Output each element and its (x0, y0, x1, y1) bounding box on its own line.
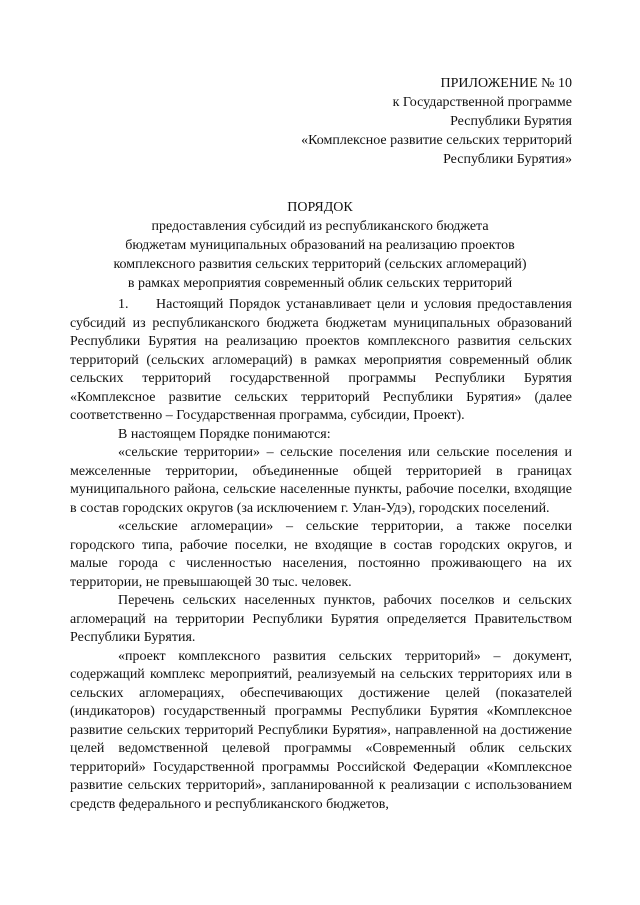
title-line-1: предоставления субсидий из республиканского бюджета (151, 219, 489, 234)
title-line-2: бюджетам муниципальных образований на реализацию проектов (125, 238, 515, 253)
paragraph-3: «сельские территории» – сельские поселения или сельские поселения и межселенные территории, объединенные общей территорией в границах муниципального района, сельские населенные пункты, рабочие поселки, входящие в состав городских округов (за исключением г. Улан-Удэ), городских поселений. (70, 445, 572, 516)
appendix-number: ПРИЛОЖЕНИЕ № 10 (440, 76, 572, 91)
title-heading: ПОРЯДОК (287, 200, 353, 215)
title-line-4: в рамках мероприятия современный облик сельских территорий (127, 276, 513, 291)
appendix-line-program-name-end: Республики Бурятия» (443, 152, 572, 167)
appendix-line-republic: Республики Бурятия (450, 114, 572, 129)
appendix-line-program-name: «Комплексное развитие сельских территорий (301, 133, 572, 148)
title-line-3: комплексного развития сельских территорий (сельских агломераций) (113, 257, 527, 272)
paragraph-1 (70, 296, 572, 426)
appendix-line-program: к Государственной программе (392, 95, 572, 110)
paragraph-1-number: 1. (118, 297, 129, 312)
paragraph-1-text: Настоящий Порядок устанавливает цели и условия предоставления субсидий из республиканского бюджета бюджетам муниципальных образований Республики Бурятия на реализацию проектов комплексного развития сельских территорий (сельских агломераций) в рамках мероприятия современный облик сельских территорий государственной программы Республики Бурятия «Комплексное развитие сельских территорий Республики Бурятия» (далее соответственно – Государственная программа, субсидии, Проект). (70, 297, 572, 423)
appendix-header (172, 74, 572, 169)
paragraph-2: В настоящем Порядке понимаются: (118, 426, 331, 442)
document-title (70, 198, 570, 293)
paragraph-4: «сельские агломерации» – сельские территории, а также поселки городского типа, рабочие поселки, не входящие в состав городских округов, и малые города с численностью населения, постоянно проживающего на их территории, не превышающей 30 тыс. человек. (70, 519, 572, 590)
paragraph-6: «проект комплексного развития сельских территорий» – документ, содержащий комплекс мероприятий, реализуемый на сельских территориях или в сельских агломерациях, обеспечивающих достижение целей (показателей (индикаторов) государственный программы Республики Бурятия «Комплексное развитие сельских территорий Республики Бурятия», направленной на достижение целей ведомственной целевой программы «Современный облик сельских территорий» Государственной программы Российской Федерации «Комплексное развитие сельских территорий», запланированной к реализации с использованием средств федерального и республиканского бюджетов, (70, 648, 572, 812)
document-body (70, 296, 572, 814)
paragraph-5: Перечень сельских населенных пунктов, рабочих поселков и сельских агломераций на территории Республики Бурятия определяется Правительством Республики Бурятия. (70, 593, 572, 645)
